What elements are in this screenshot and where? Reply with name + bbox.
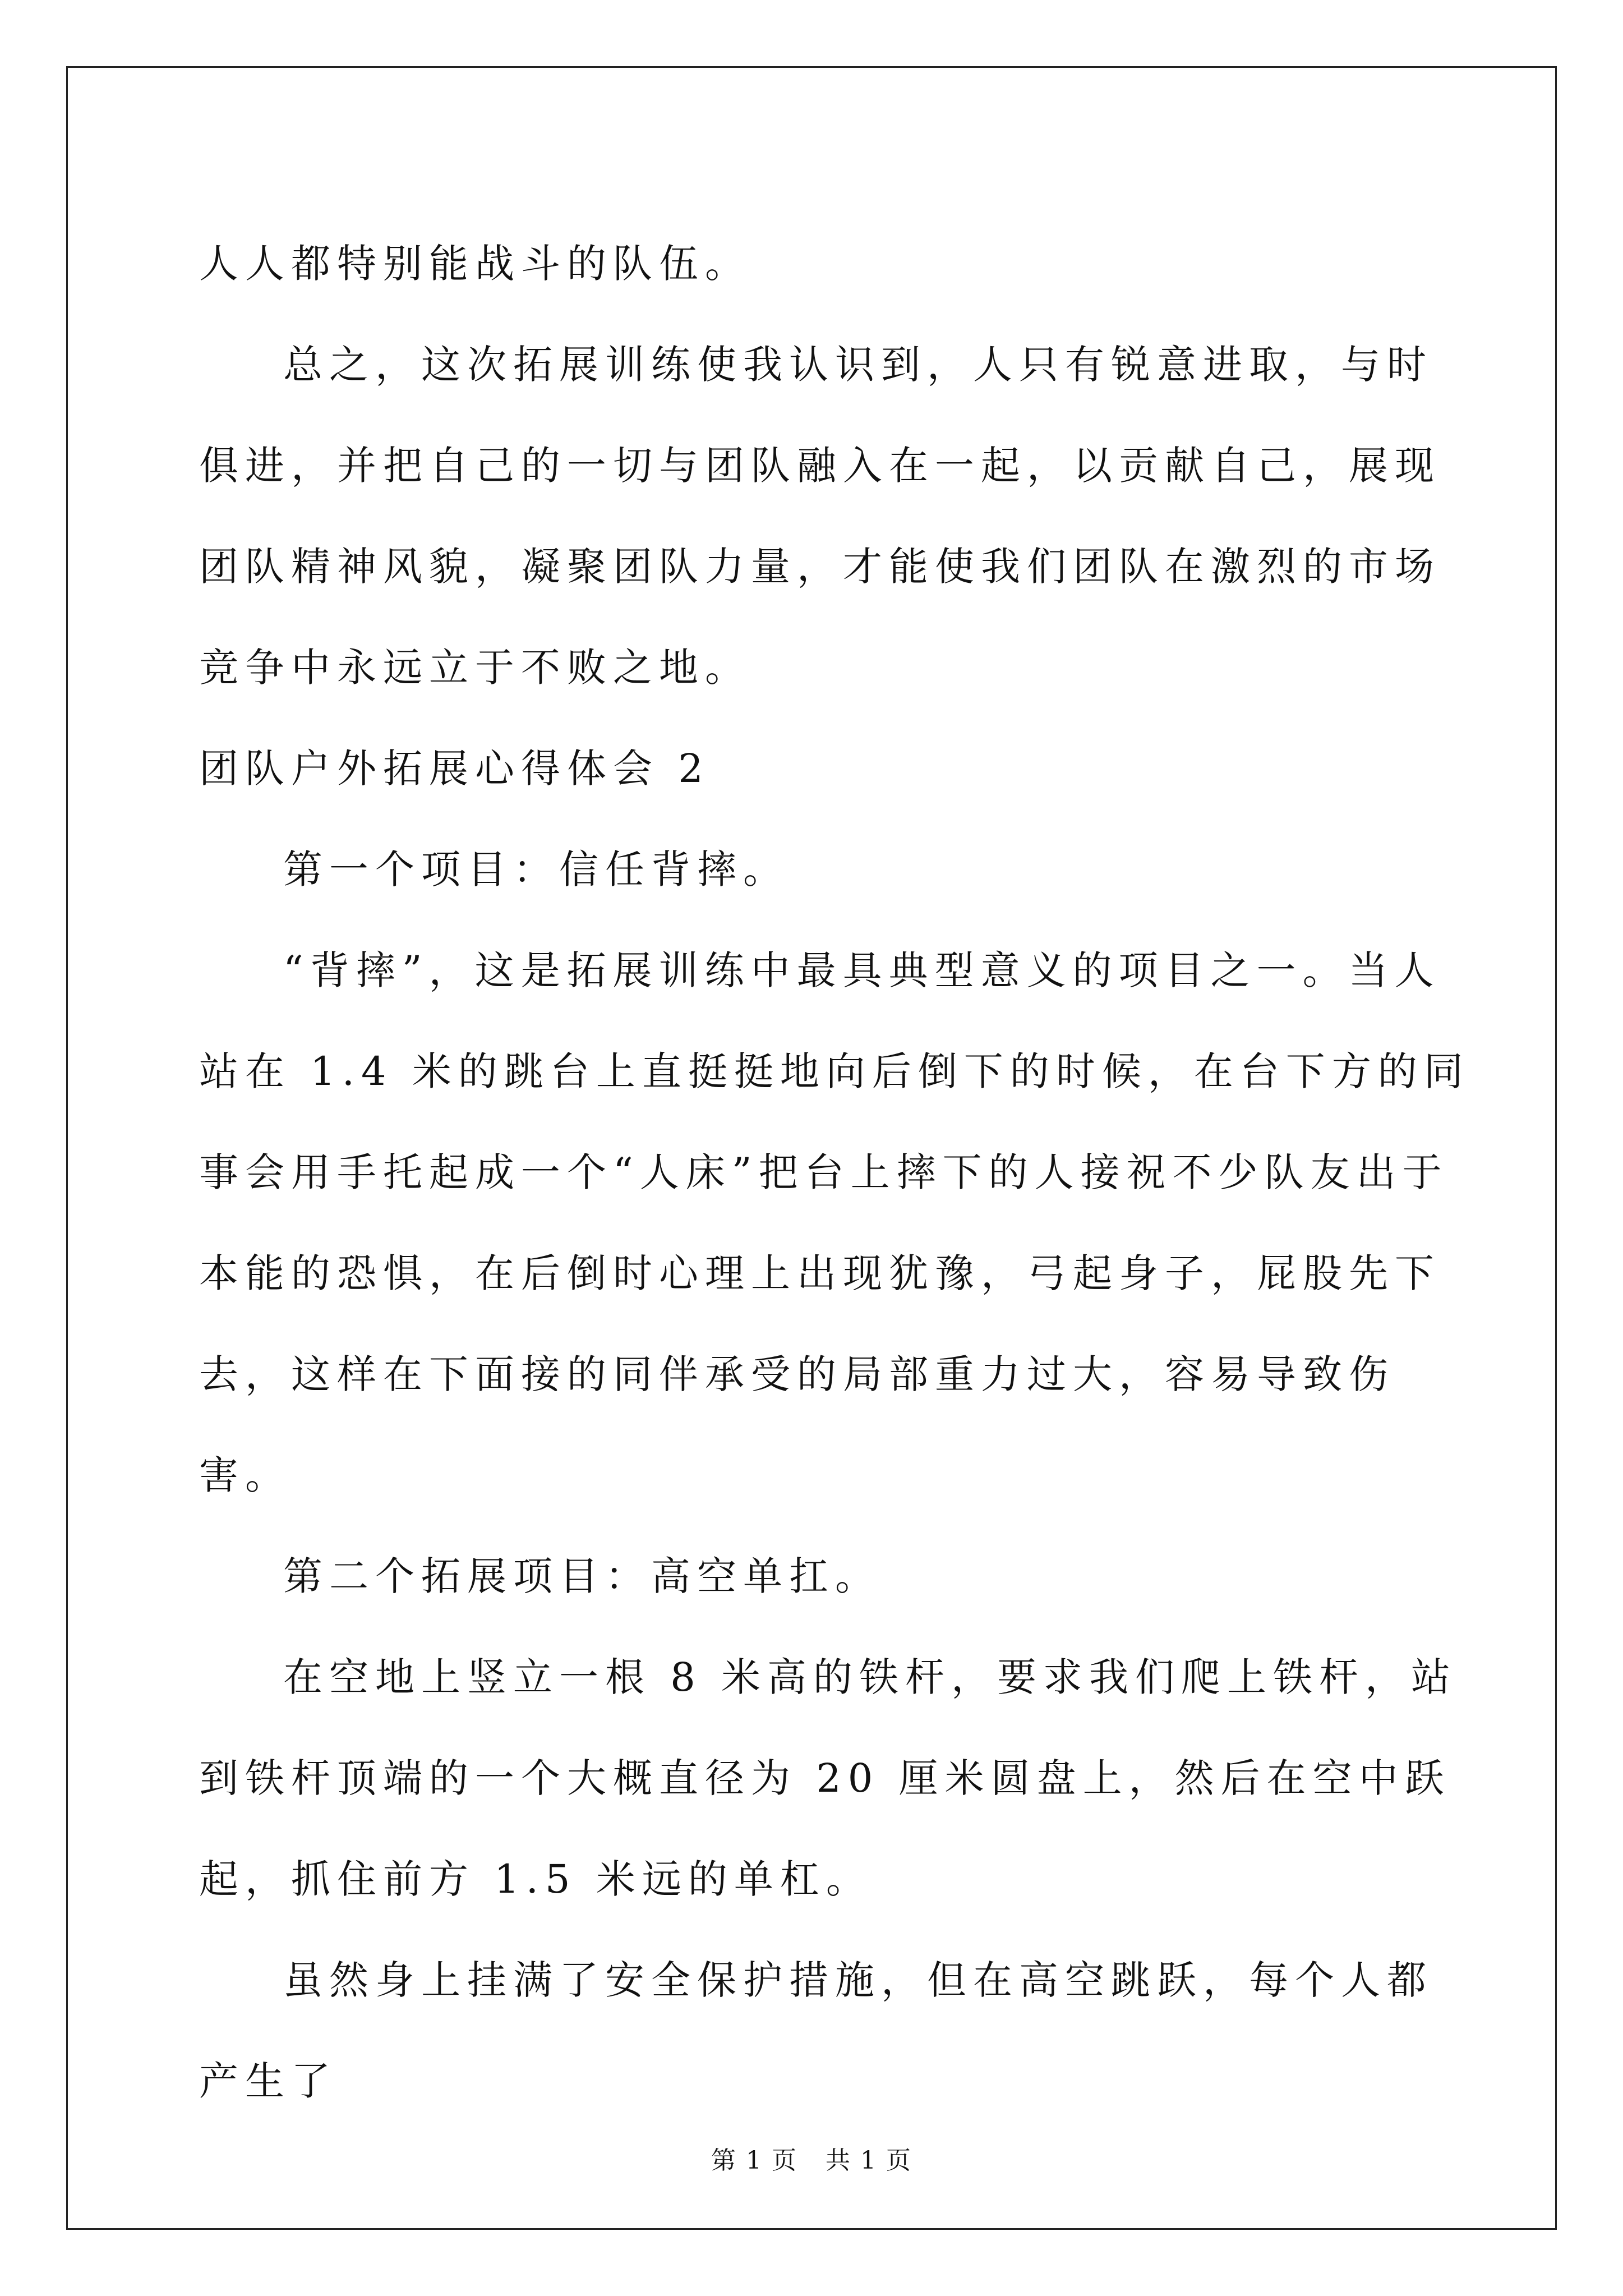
paragraph: 总之，这次拓展训练使我认识到，人只有锐意进取，与时俱进，并把自己的一切与团队融入在一起，以贡献自己，展现团队精神风貌，凝聚团队力量，才能使我们团队在激烈的市场竞争中永远立于不败之地。 [199,342,1441,691]
paragraph: “背摔”，这是拓展训练中最具典型意义的项目之一。当人站在 1.4 米的跳台上直挺挺地向后倒下的时候，在台下方的同事会用手托起成一个“人床”把台上摔下的人接祝不少队友出于本能的恐惧，在后倒时心理上出现犹豫，弓起身子，屁股先下去，这样在下面接的同伴承受的局部重力过大，容易导致伤害。 [199,947,1470,1498]
page-number: 第 1 页 [711,2146,797,2175]
section-heading: 团队户外拓展心得体会 2 [199,746,710,792]
paragraph: 第二个拓展项目：高空单扛。 [283,1553,881,1599]
paragraph: 第一个项目：信任背摔。 [283,846,789,892]
paragraph: 虽然身上挂满了安全保护措施，但在高空跳跃，每个人都产生了 [199,1957,1433,2104]
paragraph: 人人都特别能战斗的队伍。 [199,241,751,287]
page-footer [0,2144,1623,2178]
page-total: 共 1 页 [826,2146,912,2175]
paragraph: 在空地上竖立一根 8 米高的铁杆，要求我们爬上铁杆，站到铁杆顶端的一个大概直径为 20 厘米圆盘上，然后在空中跃起，抓住前方 1.5 米远的单杠。 [199,1654,1458,1902]
document-body [199,213,1472,2132]
